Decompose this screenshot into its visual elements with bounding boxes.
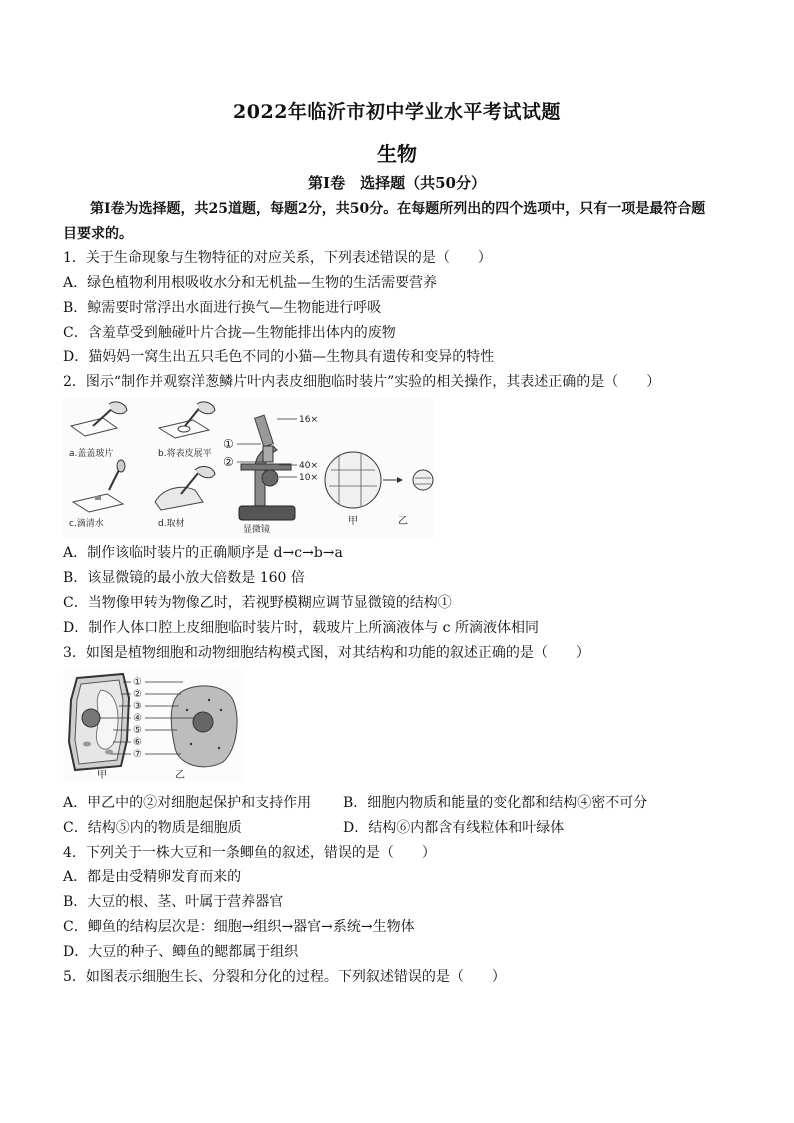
view-yi [413,470,433,490]
question-4-option-c: C．鲫鱼的结构层次是：细胞→组织→器官→系统→生物体 [63,919,415,935]
mag-eyepiece: 16× [299,415,318,425]
mark-1: ① [223,437,234,451]
instruction-line-2: 目要求的。 [63,226,133,242]
step-d-label: d.取材 [158,519,185,529]
question-2-option-b: B．该显微镜的最小放大倍数是 160 倍 [63,570,305,586]
question-5-stem: 5．如图表示细胞生长、分裂和分化的过程。下列叙述错误的是（ ） [63,969,506,985]
cell-part-1: ① [133,677,142,688]
question-1-option-b: B．鲸需要时常浮出水面进行换气—生物能进行呼吸 [63,300,382,316]
animal-cell-drawing [171,686,237,767]
question-1-option-c: C．含羞草受到触碰叶片合拢—生物能排出体内的废物 [63,325,396,341]
question-2-option-a: A．制作该临时装片的正确顺序是 d→c→b→a [63,545,343,561]
step-b-label: b.将表皮展平 [158,449,212,459]
plant-cell-drawing [69,674,129,770]
question-2-stem: 2．图示“制作并观察洋葱鳞片叶内表皮细胞临时装片”实验的相关操作，其表述正确的是（ ） [63,374,661,390]
microscope-experiment-figure [63,398,435,538]
cell-part-6: ⑥ [133,737,142,748]
step-a-label: a.盖盖玻片 [69,449,114,459]
question-1-option-a: A．绿色植物利用根吸收水分和无机盐—生物的生活需要营养 [63,275,438,291]
question-3-option-a: A．甲乙中的②对细胞起保护和支持作用 [63,795,312,811]
question-3-option-d: D．结构⑥内都含有线粒体和叶绿体 [343,820,565,836]
exam-title: 2022年临沂市初中学业水平考试试题 [233,101,561,123]
question-1-option-d: D．猫妈妈一窝生出五只毛色不同的小猫—生物具有遗传和变异的特性 [63,349,495,365]
cell-part-3: ③ [133,701,142,712]
cell-jia-label: 甲 [97,770,107,781]
question-4-option-d: D．大豆的种子、鲫鱼的鳃都属于组织 [63,944,299,960]
step-c-label: c.滴清水 [69,519,104,529]
cell-part-4: ④ [133,713,142,724]
question-4-stem: 4．下列关于一株大豆和一条鲫鱼的叙述，错误的是（ ） [63,845,436,861]
question-3-option-b: B．细胞内物质和能量的变化都和结构④密不可分 [343,795,648,811]
question-4-option-b: B．大豆的根、茎、叶属于营养器官 [63,894,284,910]
mag-objective-high: 40× [299,461,318,471]
cell-structure-figure [63,670,243,782]
microscope-label: 显微镜 [243,525,271,535]
cell-part-7: ⑦ [133,749,142,760]
question-2-option-d: D．制作人体口腔上皮细胞临时装片时，载玻片上所滴液体与 c 所滴液体相同 [63,620,539,636]
mark-2: ② [223,455,234,469]
instruction-line-1: 第Ⅰ卷为选择题，共25道题，每题2分，共50分。在每题所列出的四个选项中，只有一项是最符合题 [90,201,706,217]
cell-yi-label: 乙 [175,770,185,781]
question-3-option-c: C．结构⑤内的物质是细胞质 [63,820,242,836]
view-yi-label: 乙 [398,516,408,527]
question-2-option-c: C．当物像甲转为物像乙时，若视野模糊应调节显微镜的结构① [63,595,452,611]
view-jia-label: 甲 [348,516,358,527]
mag-objective-low: 10× [299,473,318,483]
question-3-stem: 3．如图是植物细胞和动物细胞结构模式图，对其结构和功能的叙述正确的是（ ） [63,645,590,661]
cell-part-2: ② [133,689,142,700]
section-title: 第Ⅰ卷 选择题（共50分） [308,174,486,192]
question-4-option-a: A．都是由受精卵发育而来的 [63,869,242,885]
cell-part-5: ⑤ [133,725,142,736]
view-jia [325,452,381,508]
subject-title: 生物 [377,142,417,166]
question-1-stem: 1．关于生命现象与生物特征的对应关系，下列表述错误的是（ ） [63,250,492,266]
